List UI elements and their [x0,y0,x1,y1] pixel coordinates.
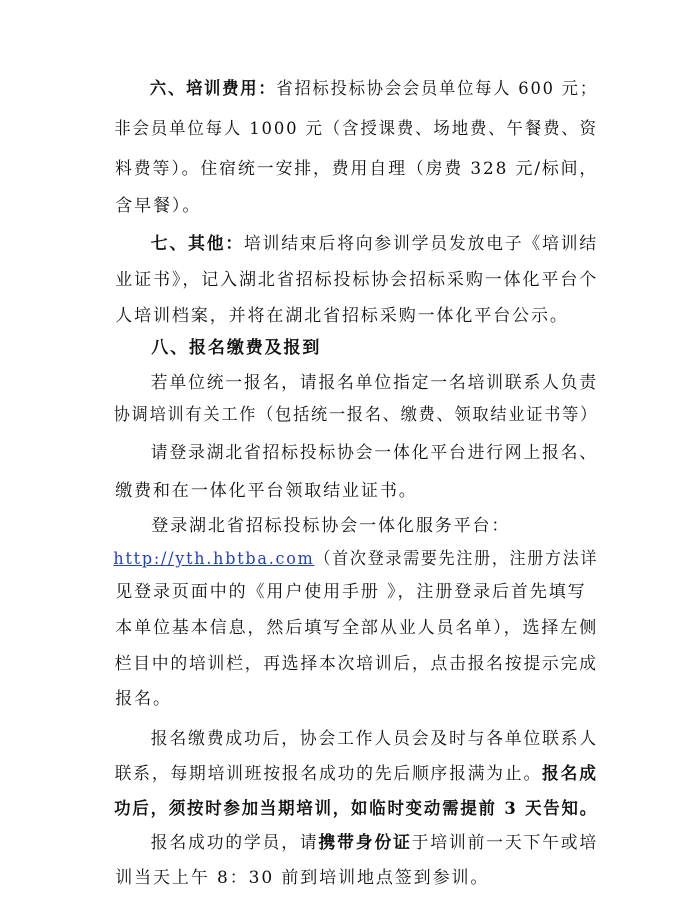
fee-heading-line [122,47,682,99]
text-segment: 于培训前一天下午或培 [411,833,599,853]
text-segment: 登录湖北省招标投标协会一体化服务平台： [151,516,511,536]
paragraph-line [86,836,682,888]
text-segment: 联系，每期培训班按报名成功的先后顺序报满为止。 [114,764,543,784]
paragraph-line [86,586,682,638]
text-segment: 培训结束后将向参训学员发放电子《培训结 [243,234,599,254]
text-segment: 报名缴费成功后，协会工作人员会及时与各单位联系人 [150,729,599,749]
paragraph-line [86,87,682,139]
text-segment: 报名。 [115,689,172,709]
paragraph-line [86,767,682,819]
paragraph-line [86,449,682,501]
paragraph-line [122,697,682,749]
paragraph-line [86,274,682,326]
paragraph-line [86,373,682,425]
text-segment: 若单位统一报名，请报名单位指定一名培训联系人负责 [150,373,599,393]
text-segment: 省招标投标协会会员单位每人 600 元； [276,79,598,99]
text-segment: 栏目中的培训栏，再选择本次培训后，点击报名按提示完成 [114,654,598,674]
emphasis-text: 报名成 [542,764,598,784]
text-segment: 人培训档案，并将在湖北省招标采购一体化平台公示。 [115,306,569,326]
text-segment: 缴费和在一体化平台领取结业证书。 [115,481,418,501]
section-seven-heading: 七、其他： [150,234,244,254]
text-segment: 非会员单位每人 1000 元（含授课费、场地费、午餐费、资 [114,119,598,139]
paragraph-line [86,550,682,602]
registration-heading-line [122,306,682,358]
text-segment: 报名成功的学员，请 [150,833,319,853]
paragraph-line [86,127,682,179]
paragraph-line [122,484,682,536]
text-segment: （首次登录需要先注册，注册方法详 [314,549,599,569]
text-segment: 训当天上午 8：30 前到培训地点签到参训。 [115,868,490,888]
paragraph-line [86,657,682,709]
section-eight-heading: 八、报名缴费及报到 [151,338,322,358]
paragraph-line [86,164,682,216]
text-segment: 协调培训有关工作（包括统一报名、缴费、领取结业证书等） [113,405,599,425]
paragraph-line [86,238,682,290]
paragraph-line [86,517,682,569]
other-heading-line [122,202,682,254]
text-segment: 本单位基本信息，然后填写全部从业人员名单），选择左侧 [115,618,599,638]
text-segment: 请登录湖北省招标投标协会一体化平台进行网上报名、 [150,443,599,463]
text-segment: 含早餐）。 [115,196,202,216]
section-six-heading: 六、培训费用： [149,79,277,99]
emphasis-text: 功后，须按时参加当期培训，如临时变动需提前 3 天告知。 [114,799,598,819]
platform-url-link[interactable]: http://yth.hbtba.com [113,549,315,569]
paragraph-line [122,801,682,853]
paragraph-line [86,732,682,784]
text-segment: 料费等）。住宿统一安排，费用自理（房费 328 元/标间， [115,159,599,179]
emphasis-text: 携带身份证 [318,833,412,853]
paragraph-line [86,622,682,674]
text-segment: 见登录页面中的《用户使用手册 》，注册登录后首先填写 [115,582,587,602]
text-segment: 业证书》，记入湖北省招标投标协会招标采购一体化平台个 [115,270,599,290]
paragraph-line [122,411,682,463]
paragraph-line [122,341,682,393]
